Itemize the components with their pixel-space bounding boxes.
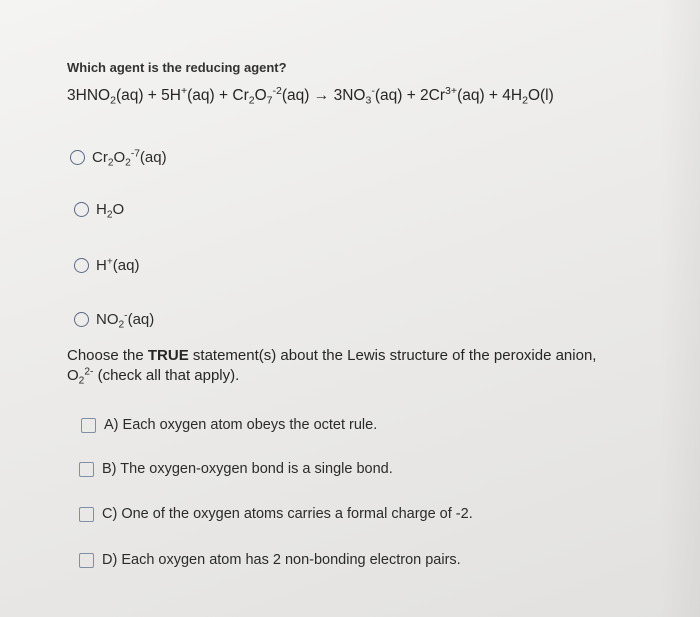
option-label: $H_2O$ bbox=[96, 201, 125, 221]
option-label: $Cr_2O_2^{-7}(aq)$ bbox=[92, 148, 167, 169]
option-h2o[interactable] bbox=[74, 201, 125, 221]
question-2-prompt: Choose the TRUE statement(s) about the Lewis structure of the peroxide anion, $O_2^{2-}$ (check all that apply). bbox=[67, 347, 597, 387]
radio-button[interactable] bbox=[74, 202, 89, 217]
option-c[interactable] bbox=[79, 506, 473, 522]
radio-button[interactable] bbox=[70, 150, 85, 165]
option-no2[interactable] bbox=[74, 310, 155, 331]
checkbox[interactable] bbox=[79, 507, 94, 522]
option-cr2o2[interactable] bbox=[70, 148, 167, 169]
page-shading bbox=[660, 0, 700, 617]
option-label: $NO_2^-(aq)$ bbox=[96, 310, 155, 331]
checkbox[interactable] bbox=[79, 462, 94, 477]
option-label: B) The oxygen-oxygen bond is a single bond. bbox=[102, 461, 393, 477]
option-label: C) One of the oxygen atoms carries a formal charge of -2. bbox=[102, 506, 473, 522]
radio-button[interactable] bbox=[74, 312, 89, 327]
question-1-title: Which agent is the reducing agent? bbox=[67, 60, 287, 75]
option-a[interactable] bbox=[81, 417, 377, 433]
option-label: H+(aq) bbox=[96, 256, 140, 274]
reaction-equation: $3HNO_2(aq) + 5H^+(aq) + Cr_2O_7^{-2}(aq) \to 3NO_3^-(aq) + 2Cr^{3+}(aq) + 4H_2O(l)$ bbox=[67, 85, 554, 107]
radio-button[interactable] bbox=[74, 258, 89, 273]
option-b[interactable] bbox=[79, 461, 393, 477]
option-d[interactable] bbox=[79, 552, 461, 568]
checkbox[interactable] bbox=[81, 418, 96, 433]
option-label: D) Each oxygen atom has 2 non-bonding electron pairs. bbox=[102, 552, 461, 568]
checkbox[interactable] bbox=[79, 553, 94, 568]
option-h-plus[interactable] bbox=[74, 257, 139, 274]
option-label: A) Each oxygen atom obeys the octet rule. bbox=[104, 417, 378, 433]
